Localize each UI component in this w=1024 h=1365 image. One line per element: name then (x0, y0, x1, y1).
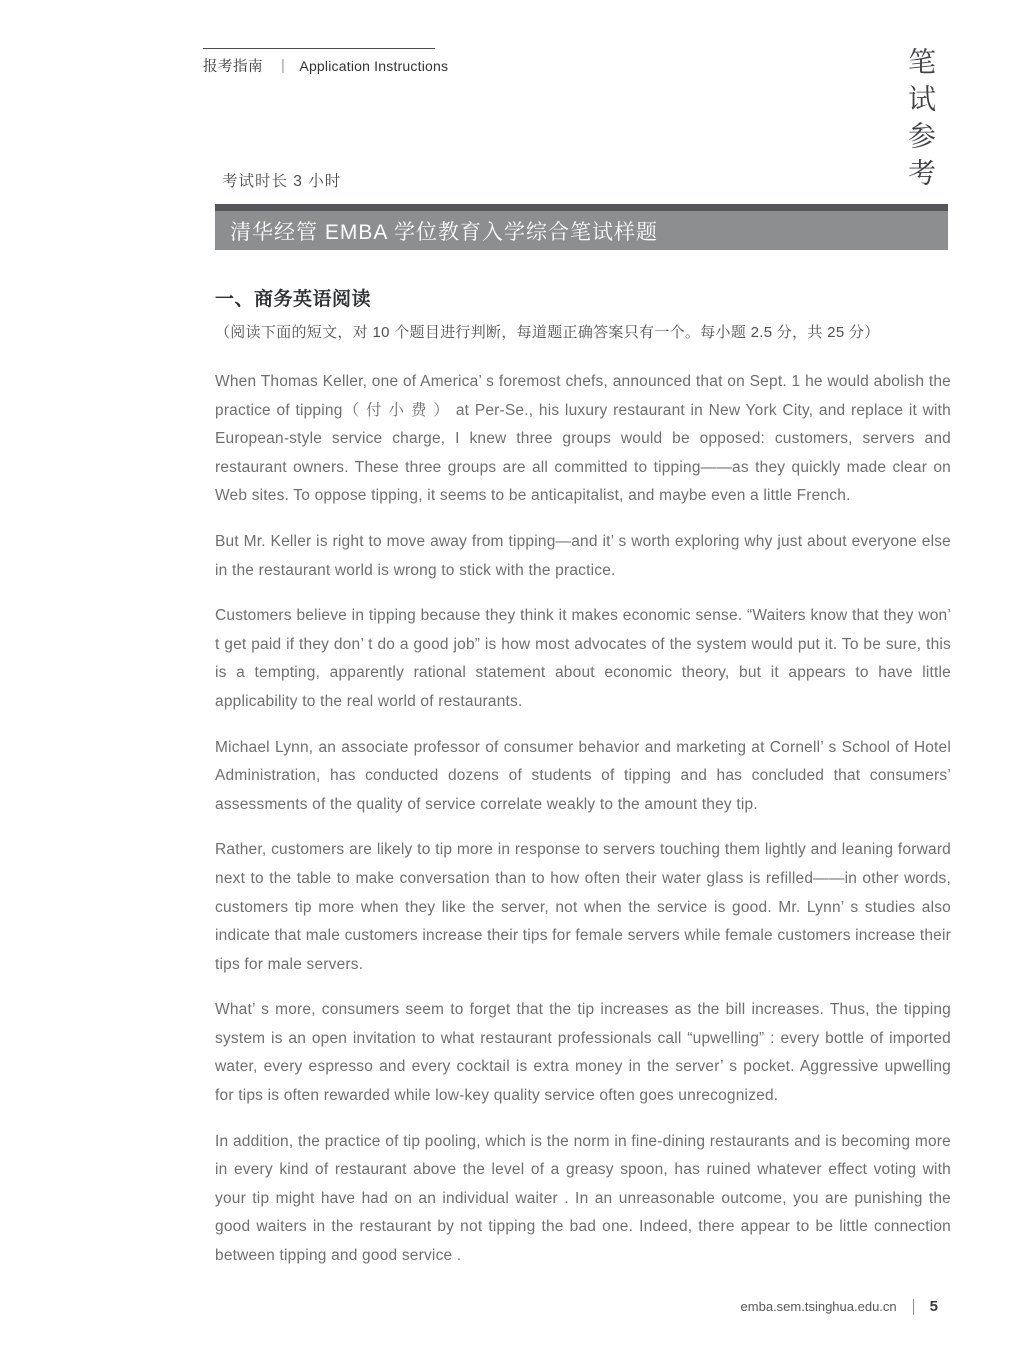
paragraph: What’ s more, consumers seem to forget that the tip increases as the bill increases. Thus, the tipping system is an open invitation to what restaurant professionals call “upwelling” : every bottle of imported water, every espresso and every cocktail is extra money in the server’ s pocket. Aggressive upwelling for tips is often rewarded while low-key quality service often goes unrecognized. (215, 1001, 951, 1105)
page-footer (741, 1298, 938, 1315)
paragraph: Michael Lynn, an associate professor of consumer behavior and marketing at Cornell’ s School of Hotel Administration, has conducted dozens of students of tipping and has concluded that consumers’ assessments of the quality of service correlate weakly to the amount they tip. (215, 738, 951, 813)
main-content (215, 284, 951, 1271)
reading-passage (215, 368, 951, 1271)
header-rule (203, 48, 435, 49)
side-tab-label: 笔试参考 (905, 47, 936, 195)
banner-top-strip (215, 204, 948, 211)
breadcrumb-en: Application Instructions (299, 57, 449, 74)
paragraph: But Mr. Keller is right to move away from tipping—and it’ s worth exploring why just about everyone else in the restaurant world is wrong to stick with the practice. (215, 532, 951, 579)
paragraph: In addition, the practice of tip pooling, which is the norm in fine-dining restaurants and is becoming more in every kind of restaurant above the level of a greasy spoon, has ruined whatever effect voting with your tip might have had on an individual waiter . In an unreasonable outcome, you are punishing the good waiters in the restaurant by not tipping the bad one. Indeed, there appear to be little connection between tipping and good service . (215, 1132, 951, 1265)
section-note: （阅读下面的短文，对 10 个题目进行判断，每道题正确答案只有一个。每小题 2.5 分，共 25 分） (215, 324, 880, 341)
breadcrumb-zh: 报考指南 (203, 59, 263, 75)
footer-divider (913, 1299, 914, 1315)
section-heading: 一、商务英语阅读 (215, 289, 372, 310)
page-number: 5 (929, 1298, 938, 1315)
footer-site-url: emba.sem.tsinghua.edu.cn (740, 1299, 897, 1314)
exam-duration-label: 考试时长 3 小时 (222, 173, 342, 190)
paragraph: When Thomas Keller, one of America’ s foremost chefs, announced that on Sept. 1 he would abolish the practice of tipping（ 付 小 费 ） at Per-Se., his luxury restaurant in New York City, and replace it with European-style service charge, I knew three groups would be opposed: customers, servers and restaurant owners. These three groups are all committed to tipping——as they quickly made clear on Web sites. To oppose tipping, it seems to be anticapitalist, and maybe even a little French. (215, 373, 951, 505)
breadcrumb-divider: | (281, 57, 286, 74)
paragraph: Rather, customers are likely to tip more in response to servers touching them lightly and leaning forward next to the table to make conversation than to how often their water glass is refilled——in other words, customers tip more when they like the server, not when the service is good. Mr. Lynn’ s studies also indicate that male customers increase their tips for female servers while female customers increase their tips for male servers. (215, 841, 952, 973)
section-banner (215, 204, 948, 250)
paragraph: Customers believe in tipping because they think it makes economic sense. “Waiters know that they won’ t get paid if they don’ t do a good job” is how most advocates of the system would put it. To be sure, this is a tempting, apparently rational statement about economic theory, but it appears to have little applicability to the real world of restaurants. (215, 607, 951, 710)
breadcrumb (203, 55, 603, 76)
banner-title: 清华经管 EMBA 学位教育入学综合笔试样题 (215, 211, 948, 250)
